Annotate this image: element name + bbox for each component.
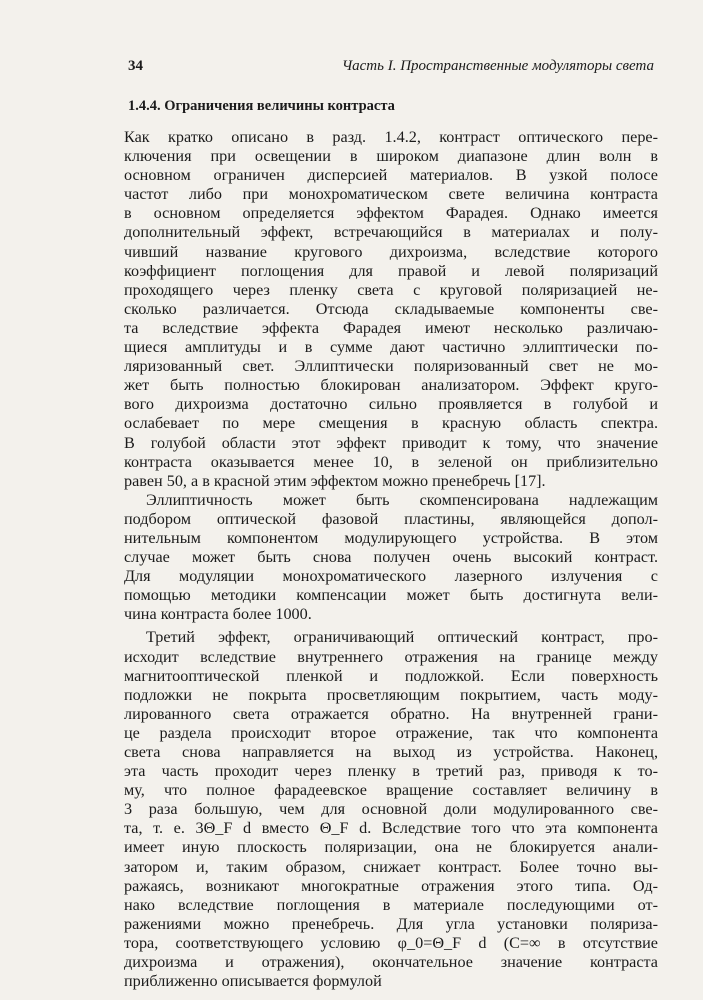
text-line: имеет иную плоскость поляризации, она не блокируется анали- <box>124 838 658 857</box>
text-line: та, т. е. 3Θ_F d вместо Θ_F d. Вследствие того что эта компонента <box>124 819 658 838</box>
text-line: света снова направляется на выход из устройства. Наконец, <box>124 743 658 761</box>
text-line: Для модуляции монохроматического лазерного излучения с <box>124 567 658 586</box>
text-line: контраста оказывается менее 10, в зеленой он приблизительно <box>124 452 658 471</box>
body-text <box>124 128 658 991</box>
text-line: Третий эффект, ограничивающий оптический контраст, про- <box>146 628 658 647</box>
page-header <box>128 58 654 75</box>
text-line: це раздела происходит второе отражение, так что компонента <box>124 723 658 742</box>
text-line: му, что полное фарадеевское вращение составляет величину в <box>124 781 658 800</box>
text-line: лированного света отражается обратно. На внутренней грани- <box>124 704 658 723</box>
text-line: эта часть проходит через пленку в третий раз, приводя к то- <box>124 762 658 781</box>
text-line: жет быть полностью блокирован анализатором. Эффект круго- <box>124 376 658 395</box>
text-line: ослабевает по мере смещения в красную область спектра. <box>124 414 658 433</box>
text-line: нительным компонентом модулирующего устройства. В этом <box>124 528 658 547</box>
text-line: помощью методики компенсации может быть достигнута вели- <box>124 586 658 605</box>
text-line: нако вследствие поглощения в материале последующими от- <box>124 895 658 914</box>
text-line: сколько различается. Отсюда складываемые компоненты све- <box>124 299 658 318</box>
text-line: дополнительный эффект, встречающийся в материалах и полу- <box>124 223 658 242</box>
text-line: коэффициент поглощения для правой и левой поляризаций <box>124 261 658 280</box>
text-line: чина контраста более 1000. <box>124 605 312 624</box>
text-line: дихроизма и отражения), окончательное значение контраста <box>124 953 658 972</box>
text-line: ражаясь, возникают многократные отражения этого типа. Од- <box>124 876 658 895</box>
text-line: подложки не покрыта просветляющим покрытием, часть моду- <box>124 685 658 704</box>
text-line: тора, соответствующего условию φ_0=Θ_F d (C=∞ в отсутствие <box>124 933 658 952</box>
paragraph-2 <box>124 491 658 625</box>
text-line: основном ограничен дисперсией материалов. В узкой полосе <box>124 166 658 185</box>
text-line: та вследствие эффекта Фарадея имеют несколько различаю- <box>124 318 658 337</box>
running-head: Часть I. Пространственные модуляторы света <box>341 58 654 74</box>
text-line: равен 50, а в красной этим эффектом можно пренебречь [17]. <box>124 471 546 490</box>
text-line: случае может быть снова получен очень высокий контраст. <box>124 548 658 567</box>
text-line: ражениями можно пренебречь. Для угла установки поляриза- <box>124 914 658 933</box>
page-number: 34 <box>128 58 143 74</box>
section-heading: 1.4.4. Ограничения величины контраста <box>128 98 395 114</box>
text-line: магнитооптической пленкой и подложкой. Если поверхность <box>124 666 658 685</box>
text-line: проходящего через пленку света с круговой поляризацией не- <box>124 280 658 299</box>
text-line: исходит вследствие внутреннего отражения на границе между <box>124 647 658 666</box>
text-line: ляризованный свет. Эллиптически поляризованный свет не мо- <box>124 357 658 376</box>
text-line: щиеся амплитуды и в сумме дают частично эллиптически по- <box>124 338 658 357</box>
text-line: ключения при освещении в широком диапазоне длин волн в <box>124 147 658 166</box>
text-line: В голубой области этот эффект приводит к тому, что значение <box>124 433 658 452</box>
text-line: Как кратко описано в разд. 1.4.2, контраст оптического пере- <box>124 128 658 146</box>
text-line: вого дихроизма достаточно сильно проявляется в голубой и <box>124 395 658 414</box>
paragraph-1 <box>124 128 658 491</box>
text-line: приближенно описывается формулой <box>124 972 382 991</box>
paragraph-3 <box>124 628 658 991</box>
text-line: подбором оптической фазовой пластины, являющейся допол- <box>124 509 658 528</box>
text-line: затором и, таким образом, снижает контраст. Более точно вы- <box>124 857 658 876</box>
text-line: 3 раза большую, чем для основной доли модулированного све- <box>124 800 658 819</box>
text-line: чивший название кругового дихроизма, вследствие которого <box>124 242 658 261</box>
text-line: Эллиптичность может быть скомпенсирована надлежащим <box>146 490 658 509</box>
text-line: частот либо при монохроматическом свете величина контраста <box>124 185 658 204</box>
text-line: в основном определяется эффектом Фарадея. Однако имеется <box>124 204 658 223</box>
